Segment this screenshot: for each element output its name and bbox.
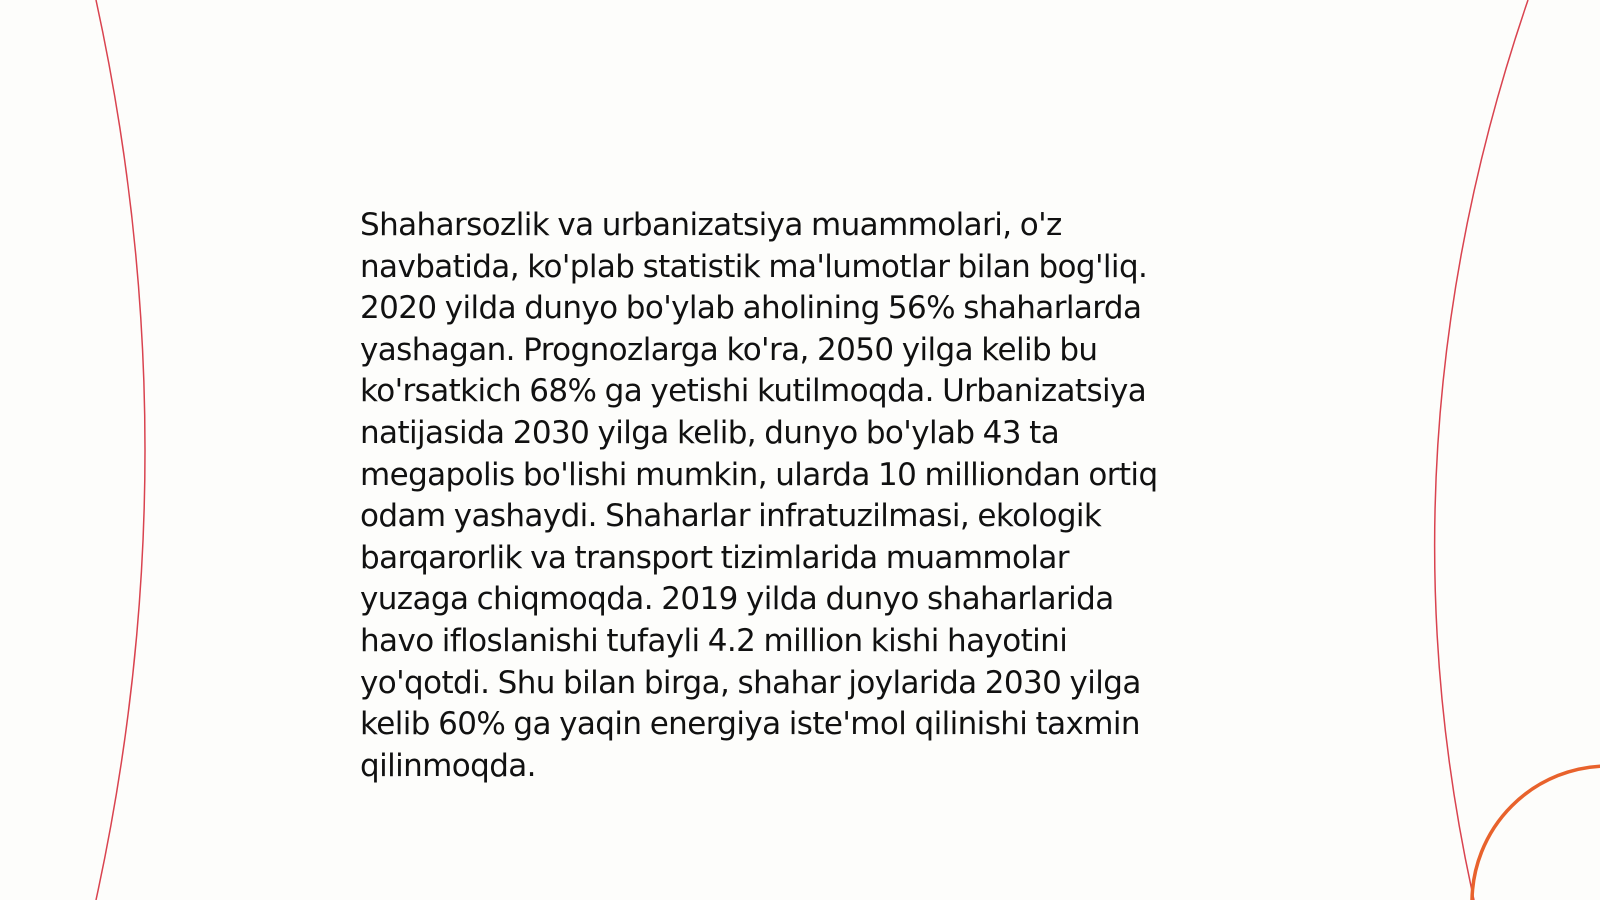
left-curve-line xyxy=(96,0,145,900)
right-curve-line xyxy=(1435,0,1528,900)
paragraph-line: qilinmoqda. xyxy=(360,747,536,784)
paragraph-line: megapolis bo'lishi mumkin, ularda 10 milliondan ortiq xyxy=(360,456,1158,493)
paragraph-line: yo'qotdi. Shu bilan birga, shahar joylarida 2030 yilga xyxy=(360,664,1141,701)
paragraph-line: yuzaga chiqmoqda. 2019 yilda dunyo shaharlarida xyxy=(360,581,1114,618)
paragraph-line: barqarorlik va transport tizimlarida muammolar xyxy=(360,539,1069,576)
paragraph-line: navbatida, ko'plab statistik ma'lumotlar bilan bog'liq. xyxy=(360,248,1148,285)
accent-circle xyxy=(1472,766,1600,900)
paragraph-line: ko'rsatkich 68% ga yetishi kutilmoqda. Urbanizatsiya xyxy=(360,373,1147,410)
body-paragraph xyxy=(360,205,1250,787)
paragraph-line: odam yashaydi. Shaharlar infratuzilmasi, ekologik xyxy=(360,498,1102,535)
paragraph-line: 2020 yilda dunyo bo'ylab aholining 56% shaharlarda xyxy=(360,290,1142,327)
paragraph-line: kelib 60% ga yaqin energiya iste'mol qilinishi taxmin xyxy=(360,706,1140,743)
paragraph-line: havo ifloslanishi tufayli 4.2 million kishi hayotini xyxy=(360,622,1068,659)
paragraph-line: Shaharsozlik va urbanizatsiya muammolari, o'z xyxy=(360,207,1062,243)
paragraph-line: yashagan. Prognozlarga ko'ra, 2050 yilga kelib bu xyxy=(360,331,1098,368)
paragraph-line: natijasida 2030 yilga kelib, dunyo bo'ylab 43 ta xyxy=(360,414,1060,451)
